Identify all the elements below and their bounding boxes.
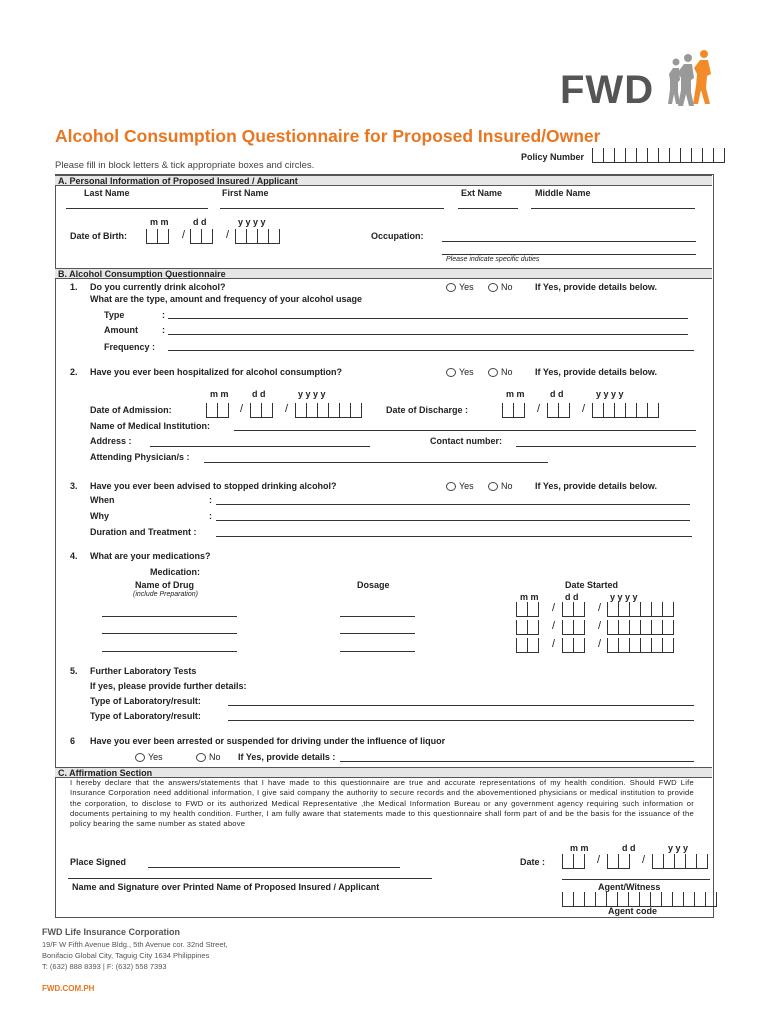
adm-mm-label: m m bbox=[210, 389, 229, 399]
when-colon: : bbox=[209, 495, 212, 505]
med3-mm-boxes[interactable] bbox=[516, 638, 539, 653]
medication-label: Medication: bbox=[150, 567, 201, 577]
section-a-header: A. Personal Information of Proposed Insured / Applicant bbox=[55, 175, 712, 186]
section-c-header: C. Affirmation Section bbox=[55, 767, 712, 778]
dosage-label: Dosage bbox=[357, 580, 390, 590]
med3-dd-boxes[interactable] bbox=[562, 638, 585, 653]
why-colon: : bbox=[209, 511, 212, 521]
occupation-field[interactable] bbox=[442, 241, 696, 242]
med3-yyyy-boxes[interactable] bbox=[607, 638, 674, 653]
sign-yyyy-boxes[interactable] bbox=[652, 854, 708, 869]
q6-if-yes: If Yes, provide details : bbox=[238, 752, 336, 762]
include-prep-note: (include Preparation) bbox=[133, 591, 198, 598]
dob-yyyy-label: y y y y bbox=[238, 217, 266, 227]
frequency-field[interactable] bbox=[168, 350, 694, 351]
lab-type-field-2[interactable] bbox=[228, 720, 694, 721]
ext-name-field[interactable] bbox=[458, 208, 518, 209]
drug-field-1[interactable] bbox=[102, 616, 237, 617]
q1-text: Do you currently drink alcohol? bbox=[90, 282, 226, 292]
q5-sub-text: If yes, please provide further details: bbox=[90, 681, 247, 691]
discharge-mm-boxes[interactable] bbox=[502, 403, 525, 418]
footer-phone: T: (632) 888 8393 | F: (632) 558 7393 bbox=[42, 962, 167, 971]
admission-dd-boxes[interactable] bbox=[250, 403, 273, 418]
q3-yes-radio[interactable]: Yes bbox=[446, 481, 474, 491]
footer-address-1: 19/F W Fifth Avenue Bldg., 5th Avenue cor. 32nd Street, bbox=[42, 940, 228, 949]
contact-label: Contact number: bbox=[430, 436, 502, 446]
discharge-dd-boxes[interactable] bbox=[547, 403, 570, 418]
last-name-label: Last Name bbox=[84, 188, 130, 198]
q2-if-yes: If Yes, provide details below. bbox=[535, 367, 658, 377]
adm-dd-label: d d bbox=[252, 389, 266, 399]
sign-mm-label: m m bbox=[570, 843, 589, 853]
type-label: Type bbox=[104, 310, 125, 320]
institution-label: Name of Medical Institution: bbox=[90, 421, 211, 431]
q6-number: 6 bbox=[70, 736, 76, 746]
first-name-label: First Name bbox=[222, 188, 269, 198]
drug-field-2[interactable] bbox=[102, 633, 237, 634]
med1-dd-boxes[interactable] bbox=[562, 602, 585, 617]
dob-mm-boxes[interactable] bbox=[146, 229, 169, 244]
q6-text: Have you ever been arrested or suspended for driving under the influence of liquor bbox=[90, 736, 446, 746]
sign-yyy-label: y y y bbox=[668, 843, 689, 853]
admission-label: Date of Admission: bbox=[90, 405, 172, 415]
dis-mm-label: m m bbox=[506, 389, 525, 399]
address-label: Address : bbox=[90, 436, 132, 446]
med1-mm-boxes[interactable] bbox=[516, 602, 539, 617]
sign-dd-label: d d bbox=[622, 843, 636, 853]
dob-dd-boxes[interactable] bbox=[190, 229, 213, 244]
why-field[interactable] bbox=[216, 520, 690, 521]
dob-dd-label: d d bbox=[193, 217, 207, 227]
form-title: Alcohol Consumption Questionnaire for Proposed Insured/Owner bbox=[55, 126, 601, 146]
dob-label: Date of Birth: bbox=[70, 231, 127, 241]
contact-field[interactable] bbox=[516, 446, 696, 447]
footer-website-link[interactable]: FWD.COM.PH bbox=[42, 984, 95, 993]
med2-yyyy-boxes[interactable] bbox=[607, 620, 674, 635]
duration-field[interactable] bbox=[216, 536, 692, 537]
instruction-text: Please fill in block letters & tick appropriate boxes and circles. bbox=[55, 160, 315, 171]
running-figures-icon bbox=[668, 48, 718, 118]
address-field[interactable] bbox=[150, 446, 370, 447]
signature-field[interactable] bbox=[68, 878, 432, 879]
q1-if-yes: If Yes, provide details below. bbox=[535, 282, 658, 292]
sign-mm-boxes[interactable] bbox=[562, 854, 585, 869]
occupation-note: Please indicate specific duties bbox=[446, 256, 540, 263]
occupation-label: Occupation: bbox=[371, 231, 424, 241]
dosage-field-2[interactable] bbox=[340, 633, 415, 634]
affirmation-text: I hereby declare that the answers/statements that I have made to this questionnaire are true and accurate representations of my health condition. Should FWD Life Insurance Corporation need additional information, I give said company the authority to secure records and the abovementioned physicians or medical institution to provide the corporation, to disclose to FWD or its authorized Medical Representative ,the Medical Information Bureau or any government agency requiring such information or documents pertaining to my health condition. Further, I am fully aware that statements made to this questionnaire shall form part of and be the basis for the issuance of the policy bearing the same number as stated above bbox=[70, 778, 694, 829]
agent-code-label: Agent code bbox=[608, 906, 658, 916]
q6-yes-radio[interactable]: Yes bbox=[135, 752, 163, 762]
lab-type-label-2: Type of Laboratory/result: bbox=[90, 711, 201, 721]
q6-details-field[interactable] bbox=[340, 761, 694, 762]
q2-no-radio[interactable]: No bbox=[488, 367, 513, 377]
q2-number: 2. bbox=[70, 367, 78, 377]
med2-dd-boxes[interactable] bbox=[562, 620, 585, 635]
agent-witness-label: Agent/Witness bbox=[598, 882, 661, 892]
med-mm-label: m m bbox=[520, 592, 539, 602]
occupation-field-2[interactable] bbox=[442, 254, 696, 255]
type-field[interactable] bbox=[168, 318, 688, 319]
amount-label: Amount bbox=[104, 325, 138, 335]
fwd-logo: FWD bbox=[560, 68, 655, 112]
drug-field-3[interactable] bbox=[102, 651, 237, 652]
q1-yes-radio[interactable]: Yes bbox=[446, 282, 474, 292]
q4-text: What are your medications? bbox=[90, 551, 211, 561]
q3-no-radio[interactable]: No bbox=[488, 481, 513, 491]
sign-dd-boxes[interactable] bbox=[607, 854, 630, 869]
med-dd-label: d d bbox=[565, 592, 579, 602]
physician-label: Attending Physician/s : bbox=[90, 452, 190, 462]
discharge-label: Date of Discharge : bbox=[386, 405, 469, 415]
agent-witness-field[interactable] bbox=[562, 879, 710, 880]
med2-mm-boxes[interactable] bbox=[516, 620, 539, 635]
q5-text: Further Laboratory Tests bbox=[90, 666, 197, 676]
place-signed-field[interactable] bbox=[148, 867, 400, 868]
q4-number: 4. bbox=[70, 551, 78, 561]
q3-text: Have you ever been advised to stopped drinking alcohol? bbox=[90, 481, 337, 491]
med-yyyy-label: y y y y bbox=[610, 592, 638, 602]
q6-no-radio[interactable]: No bbox=[196, 752, 221, 762]
date-label: Date : bbox=[520, 857, 546, 867]
policy-number-label: Policy Number bbox=[521, 152, 585, 162]
q2-text: Have you ever been hospitalized for alcohol consumption? bbox=[90, 367, 343, 377]
physician-field[interactable] bbox=[204, 462, 548, 463]
footer-company: FWD Life Insurance Corporation bbox=[42, 927, 181, 937]
when-label: When bbox=[90, 495, 115, 505]
middle-name-field[interactable] bbox=[531, 208, 695, 209]
place-signed-label: Place Signed bbox=[70, 857, 127, 867]
med1-yyyy-boxes[interactable] bbox=[607, 602, 674, 617]
q1-no-radio[interactable]: No bbox=[488, 282, 513, 292]
dosage-field-1[interactable] bbox=[340, 616, 415, 617]
last-name-field[interactable] bbox=[66, 208, 208, 209]
lab-type-label-1: Type of Laboratory/result: bbox=[90, 696, 201, 706]
ext-name-label: Ext Name bbox=[461, 188, 503, 198]
agent-code-boxes[interactable] bbox=[562, 892, 717, 907]
dob-mm-label: m m bbox=[150, 217, 169, 227]
when-field[interactable] bbox=[216, 504, 690, 505]
date-started-label: Date Started bbox=[565, 580, 619, 590]
drug-name-label: Name of Drug bbox=[135, 580, 195, 590]
type-colon: : bbox=[162, 310, 165, 320]
duration-label: Duration and Treatment : bbox=[90, 527, 197, 537]
institution-field[interactable] bbox=[234, 430, 696, 431]
name-signature-label: Name and Signature over Printed Name of Proposed Insured / Applicant bbox=[72, 882, 380, 892]
footer-address-2: Bonifacio Global City, Taguig City 1634 Philippines bbox=[42, 951, 210, 960]
policy-number-boxes[interactable] bbox=[592, 148, 725, 163]
why-label: Why bbox=[90, 511, 109, 521]
admission-yyyy-boxes[interactable] bbox=[295, 403, 362, 418]
adm-yyyy-label: y y y y bbox=[298, 389, 326, 399]
lab-type-field-1[interactable] bbox=[228, 705, 694, 706]
q2-yes-radio[interactable]: Yes bbox=[446, 367, 474, 377]
frequency-label: Frequency : bbox=[104, 342, 156, 352]
admission-mm-boxes[interactable] bbox=[206, 403, 229, 418]
dosage-field-3[interactable] bbox=[340, 651, 415, 652]
dob-yyyy-boxes[interactable] bbox=[235, 229, 280, 244]
q1-number: 1. bbox=[70, 282, 78, 292]
q3-if-yes: If Yes, provide details below. bbox=[535, 481, 658, 491]
middle-name-label: Middle Name bbox=[535, 188, 591, 198]
dis-dd-label: d d bbox=[550, 389, 564, 399]
section-b-header: B. Alcohol Consumption Questionnaire bbox=[55, 268, 712, 279]
q3-number: 3. bbox=[70, 481, 78, 491]
discharge-yyyy-boxes[interactable] bbox=[592, 403, 659, 418]
first-name-field[interactable] bbox=[220, 208, 444, 209]
amount-field[interactable] bbox=[168, 334, 688, 335]
amount-colon: : bbox=[162, 325, 165, 335]
dis-yyyy-label: y y y y bbox=[596, 389, 624, 399]
q5-number: 5. bbox=[70, 666, 78, 676]
q1-sub-text: What are the type, amount and frequency of your alcohol usage bbox=[90, 294, 363, 304]
